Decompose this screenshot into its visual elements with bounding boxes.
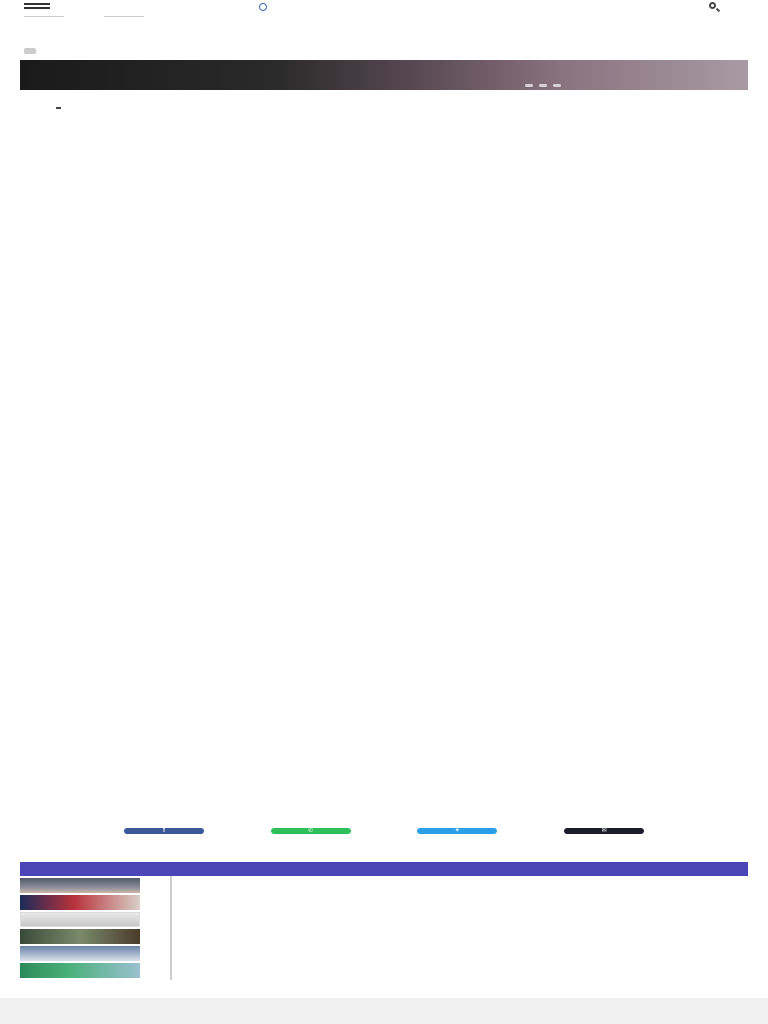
share-twitter-button[interactable] (417, 828, 497, 834)
related-thumbnail[interactable] (20, 929, 140, 944)
hamburger-line (24, 3, 50, 5)
promo-banner[interactable] (20, 60, 748, 90)
search-button[interactable] (706, 1, 722, 13)
search-icon-handle (716, 8, 720, 12)
byline (24, 47, 624, 55)
globe-icon (259, 3, 267, 11)
search-icon (709, 2, 716, 9)
banner-dots (525, 84, 561, 87)
related-link-list (170, 876, 748, 980)
related-header (20, 852, 748, 876)
footer (0, 998, 768, 1024)
related-posts (20, 852, 748, 980)
stats-link[interactable] (256, 988, 516, 996)
facebook-icon: f (163, 828, 165, 834)
site-url-link[interactable] (255, 1, 281, 13)
related-thumbnail[interactable] (20, 946, 140, 961)
article-title (24, 14, 732, 50)
related-thumbnail[interactable] (20, 912, 140, 927)
share-bar (124, 828, 644, 838)
email-icon: ✉ (601, 828, 607, 834)
related-body (20, 876, 748, 980)
whatsapp-icon: ✆ (308, 828, 314, 834)
twitter-icon: ✦ (454, 828, 460, 834)
author-avatar (24, 48, 36, 54)
related-thumbnail[interactable] (20, 878, 140, 893)
article-body (20, 100, 748, 104)
share-email-button[interactable] (564, 828, 644, 834)
share-whatsapp-button[interactable] (271, 828, 351, 834)
banner-tag (106, 74, 176, 84)
share-facebook-button[interactable] (124, 828, 204, 834)
related-thumbnail[interactable] (20, 895, 140, 910)
related-thumbnail[interactable] (20, 963, 140, 978)
related-thumbnails (20, 876, 142, 980)
